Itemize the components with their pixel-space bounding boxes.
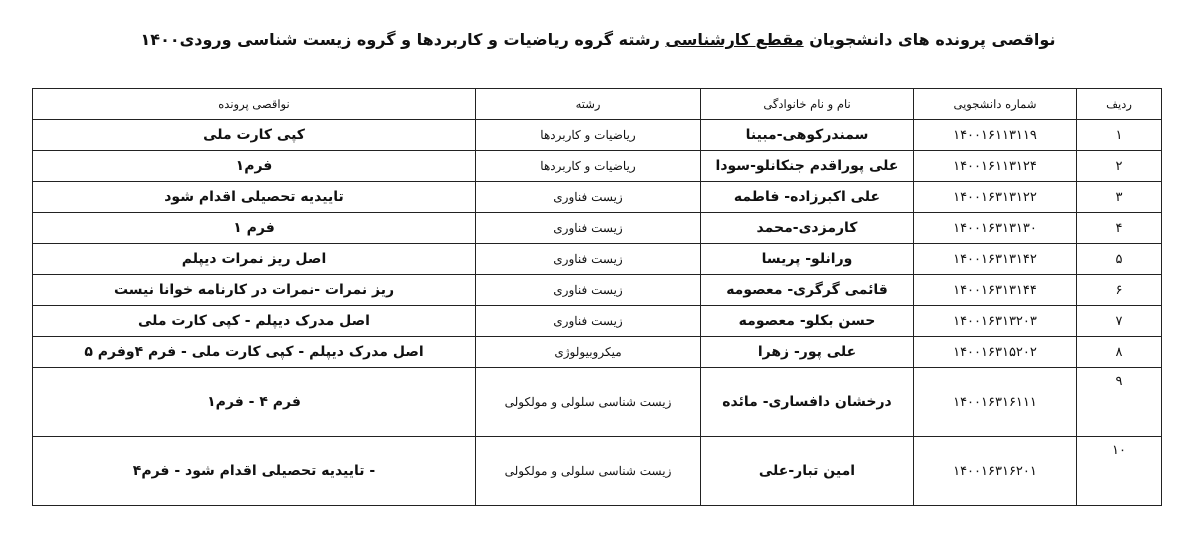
row-student-number: ۱۴۰۰۱۶۳۱۳۱۴۴ [914,275,1077,306]
row-deficiencies: فرم ۱ [33,213,476,244]
row-name: درخشان دافساری- مائده [701,368,914,437]
row-deficiencies: فرم۱ [33,151,476,182]
table-row [33,182,1162,213]
row-student-number: ۱۴۰۰۱۶۱۱۳۱۲۴ [914,151,1077,182]
header-index: ردیف [1077,89,1162,120]
header-student-number: شماره دانشجویی [914,89,1077,120]
row-field [476,437,701,506]
row-field [476,368,701,437]
table-row [33,151,1162,182]
row-student-number: ۱۴۰۰۱۶۳۱۳۱۲۲ [914,182,1077,213]
row-index: ۱۰ [1077,437,1162,506]
row-deficiencies: - تاییدیه تحصیلی اقدام شود - فرم۴ [33,437,476,506]
row-name: امین تبار-علی [701,437,914,506]
row-field: ریاضیات و کاربردها [476,151,701,182]
row-index: ۵ [1077,244,1162,275]
header-field: رشته [476,89,701,120]
row-index: ۸ [1077,337,1162,368]
row-deficiencies: اصل مدرک دیپلم - کپی کارت ملی - فرم ۴وفرم ۵ [33,337,476,368]
row-field: زیست فناوری [476,306,701,337]
row-name: علی اکبرزاده- فاطمه [701,182,914,213]
row-index: ۳ [1077,182,1162,213]
deficiencies-table [32,88,1162,506]
row-index: ۱ [1077,120,1162,151]
row-deficiencies: تاییدیه تحصیلی اقدام شود [33,182,476,213]
table-row [33,368,1162,437]
row-deficiencies: اصل ریز نمرات دیپلم [33,244,476,275]
row-student-number: ۱۴۰۰۱۶۳۱۵۲۰۲ [914,337,1077,368]
row-index: ۴ [1077,213,1162,244]
row-field-text: زیست شناسی سلولی و مولکولی [504,464,672,478]
row-name: قائمی گرگری- معصومه [701,275,914,306]
row-name: سمندرکوهی-مبینا [701,120,914,151]
row-index: ۲ [1077,151,1162,182]
row-field-text: زیست شناسی سلولی و مولکولی [504,395,672,409]
table-row [33,275,1162,306]
table-row [33,120,1162,151]
row-field: زیست فناوری [476,182,701,213]
row-student-number: ۱۴۰۰۱۶۱۱۳۱۱۹ [914,120,1077,151]
row-name: کارمزدی-محمد [701,213,914,244]
table-header-row [33,89,1162,120]
table-row [33,337,1162,368]
table-row [33,213,1162,244]
row-field: زیست فناوری [476,244,701,275]
header-deficiencies: نواقصی پرونده [33,89,476,120]
row-student-number: ۱۴۰۰۱۶۳۱۳۲۰۳ [914,306,1077,337]
title-part-2: رشته گروه ریاضیات و کاربردها و گروه زیست شناسی ورودی۱۴۰۰ [140,30,660,49]
row-deficiencies: ریز نمرات -نمرات در کارنامه خوانا نیست [33,275,476,306]
document-title [0,30,1196,56]
row-student-number: ۱۴۰۰۱۶۳۱۶۱۱۱ [914,368,1077,437]
row-deficiencies: اصل مدرک دیپلم - کپی کارت ملی [33,306,476,337]
row-name: ورانلو- پریسا [701,244,914,275]
row-student-number: ۱۴۰۰۱۶۳۱۶۲۰۱ [914,437,1077,506]
title-part-1: نواقصی پرونده های دانشجویان [809,30,1056,49]
row-deficiencies: فرم ۴ - فرم۱ [33,368,476,437]
row-field: زیست فناوری [476,275,701,306]
row-index: ۹ [1077,368,1162,437]
table-row [33,306,1162,337]
row-student-number: ۱۴۰۰۱۶۳۱۳۱۴۲ [914,244,1077,275]
row-deficiencies: کپی کارت ملی [33,120,476,151]
row-field: میکروبیولوژی [476,337,701,368]
table-row [33,437,1162,506]
row-name: علی پوراقدم جنکانلو-سودا [701,151,914,182]
row-index: ۶ [1077,275,1162,306]
row-field: زیست فناوری [476,213,701,244]
row-name: حسن بکلو- معصومه [701,306,914,337]
row-field: ریاضیات و کاربردها [476,120,701,151]
table-row [33,244,1162,275]
title-underlined-part: مقطع کارشناسی [665,30,804,49]
header-name: نام و نام خانوادگی [701,89,914,120]
row-name: علی پور- زهرا [701,337,914,368]
row-student-number: ۱۴۰۰۱۶۳۱۳۱۳۰ [914,213,1077,244]
row-index: ۷ [1077,306,1162,337]
